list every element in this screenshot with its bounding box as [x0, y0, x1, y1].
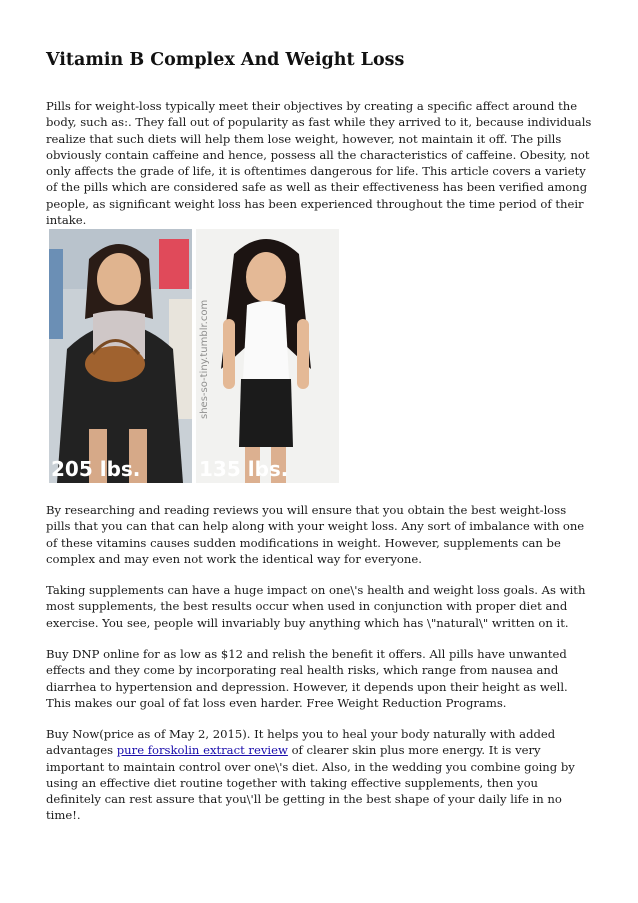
paragraph-buy-now — [46, 726, 592, 824]
before-after-illustration — [49, 229, 339, 483]
forskolin-review-link[interactable]: pure forskolin extract review — [116, 743, 288, 758]
paragraph-dnp — [46, 646, 592, 711]
before-weight-label: 205 lbs. — [51, 457, 141, 481]
after-weight-label: 135 lbs. — [199, 457, 289, 481]
paragraph-supplements: Taking supplements can have a huge impact on one\'s health and weight loss goals. As with most supplements, the best results occur when used in conjunction with proper diet and exercise. You see, people will invariably buy anything which has \"natural\" written on it. — [46, 583, 586, 630]
paragraph-dnp-text: Buy DNP online for as low as $12 and relish the benefit it offers. All pills have unwanted effects and they come by incorporating real health risks, which range from nausea and diarrhea to hypertension and depression. However, it depends upon their height as well. This makes our goal of fat loss even harder. Free Weight Reduction Programs. — [46, 647, 568, 710]
paragraph-buy-now-after: of clearer skin plus more energy. It is very important to maintain control over one\'s diet. Also, in the wedding you combine going by using an effective diet routine together with taking effective supplements, then you definitely can rest assure that you\'ll be getting in the best shape of your daily life in no time!. — [46, 743, 575, 823]
article-title: Vitamin B Complex And Weight Loss — [46, 50, 405, 70]
paragraph-intro: Pills for weight-loss typically meet their objectives by creating a specific affect around the body, such as:. They fall out of popularity as fast while they arrived to it, because individuals realize that such diets will help them lose weight, however, not maintain it off. The pills obviously contain caffeine and hence, possess all the characteristics of caffeine. Obesity, not only affects the grade of life, it is oftentimes dangerous for life. This article covers a variety of the pills which are considered safe as well as their effectiveness has been verified among people, as significant weight loss has been experienced throughout the time period of their intake. — [46, 99, 592, 228]
paragraph-research: By researching and reading reviews you will ensure that you obtain the best weight-loss pills that you can that can help along with your weight loss. Any sort of imbalance with one of these vitamins causes sudden modifications in weight. However, supplements can be complex and may even not work the identical way for everyone. — [46, 503, 585, 566]
photo-watermark: shes-so-tiny.tumblr.com — [199, 299, 210, 419]
paragraph-buy-now-before: Buy Now(price as of May 2, 2015). It helps you to heal your body naturally with added advantages — [46, 727, 556, 758]
before-after-photo — [49, 229, 339, 483]
